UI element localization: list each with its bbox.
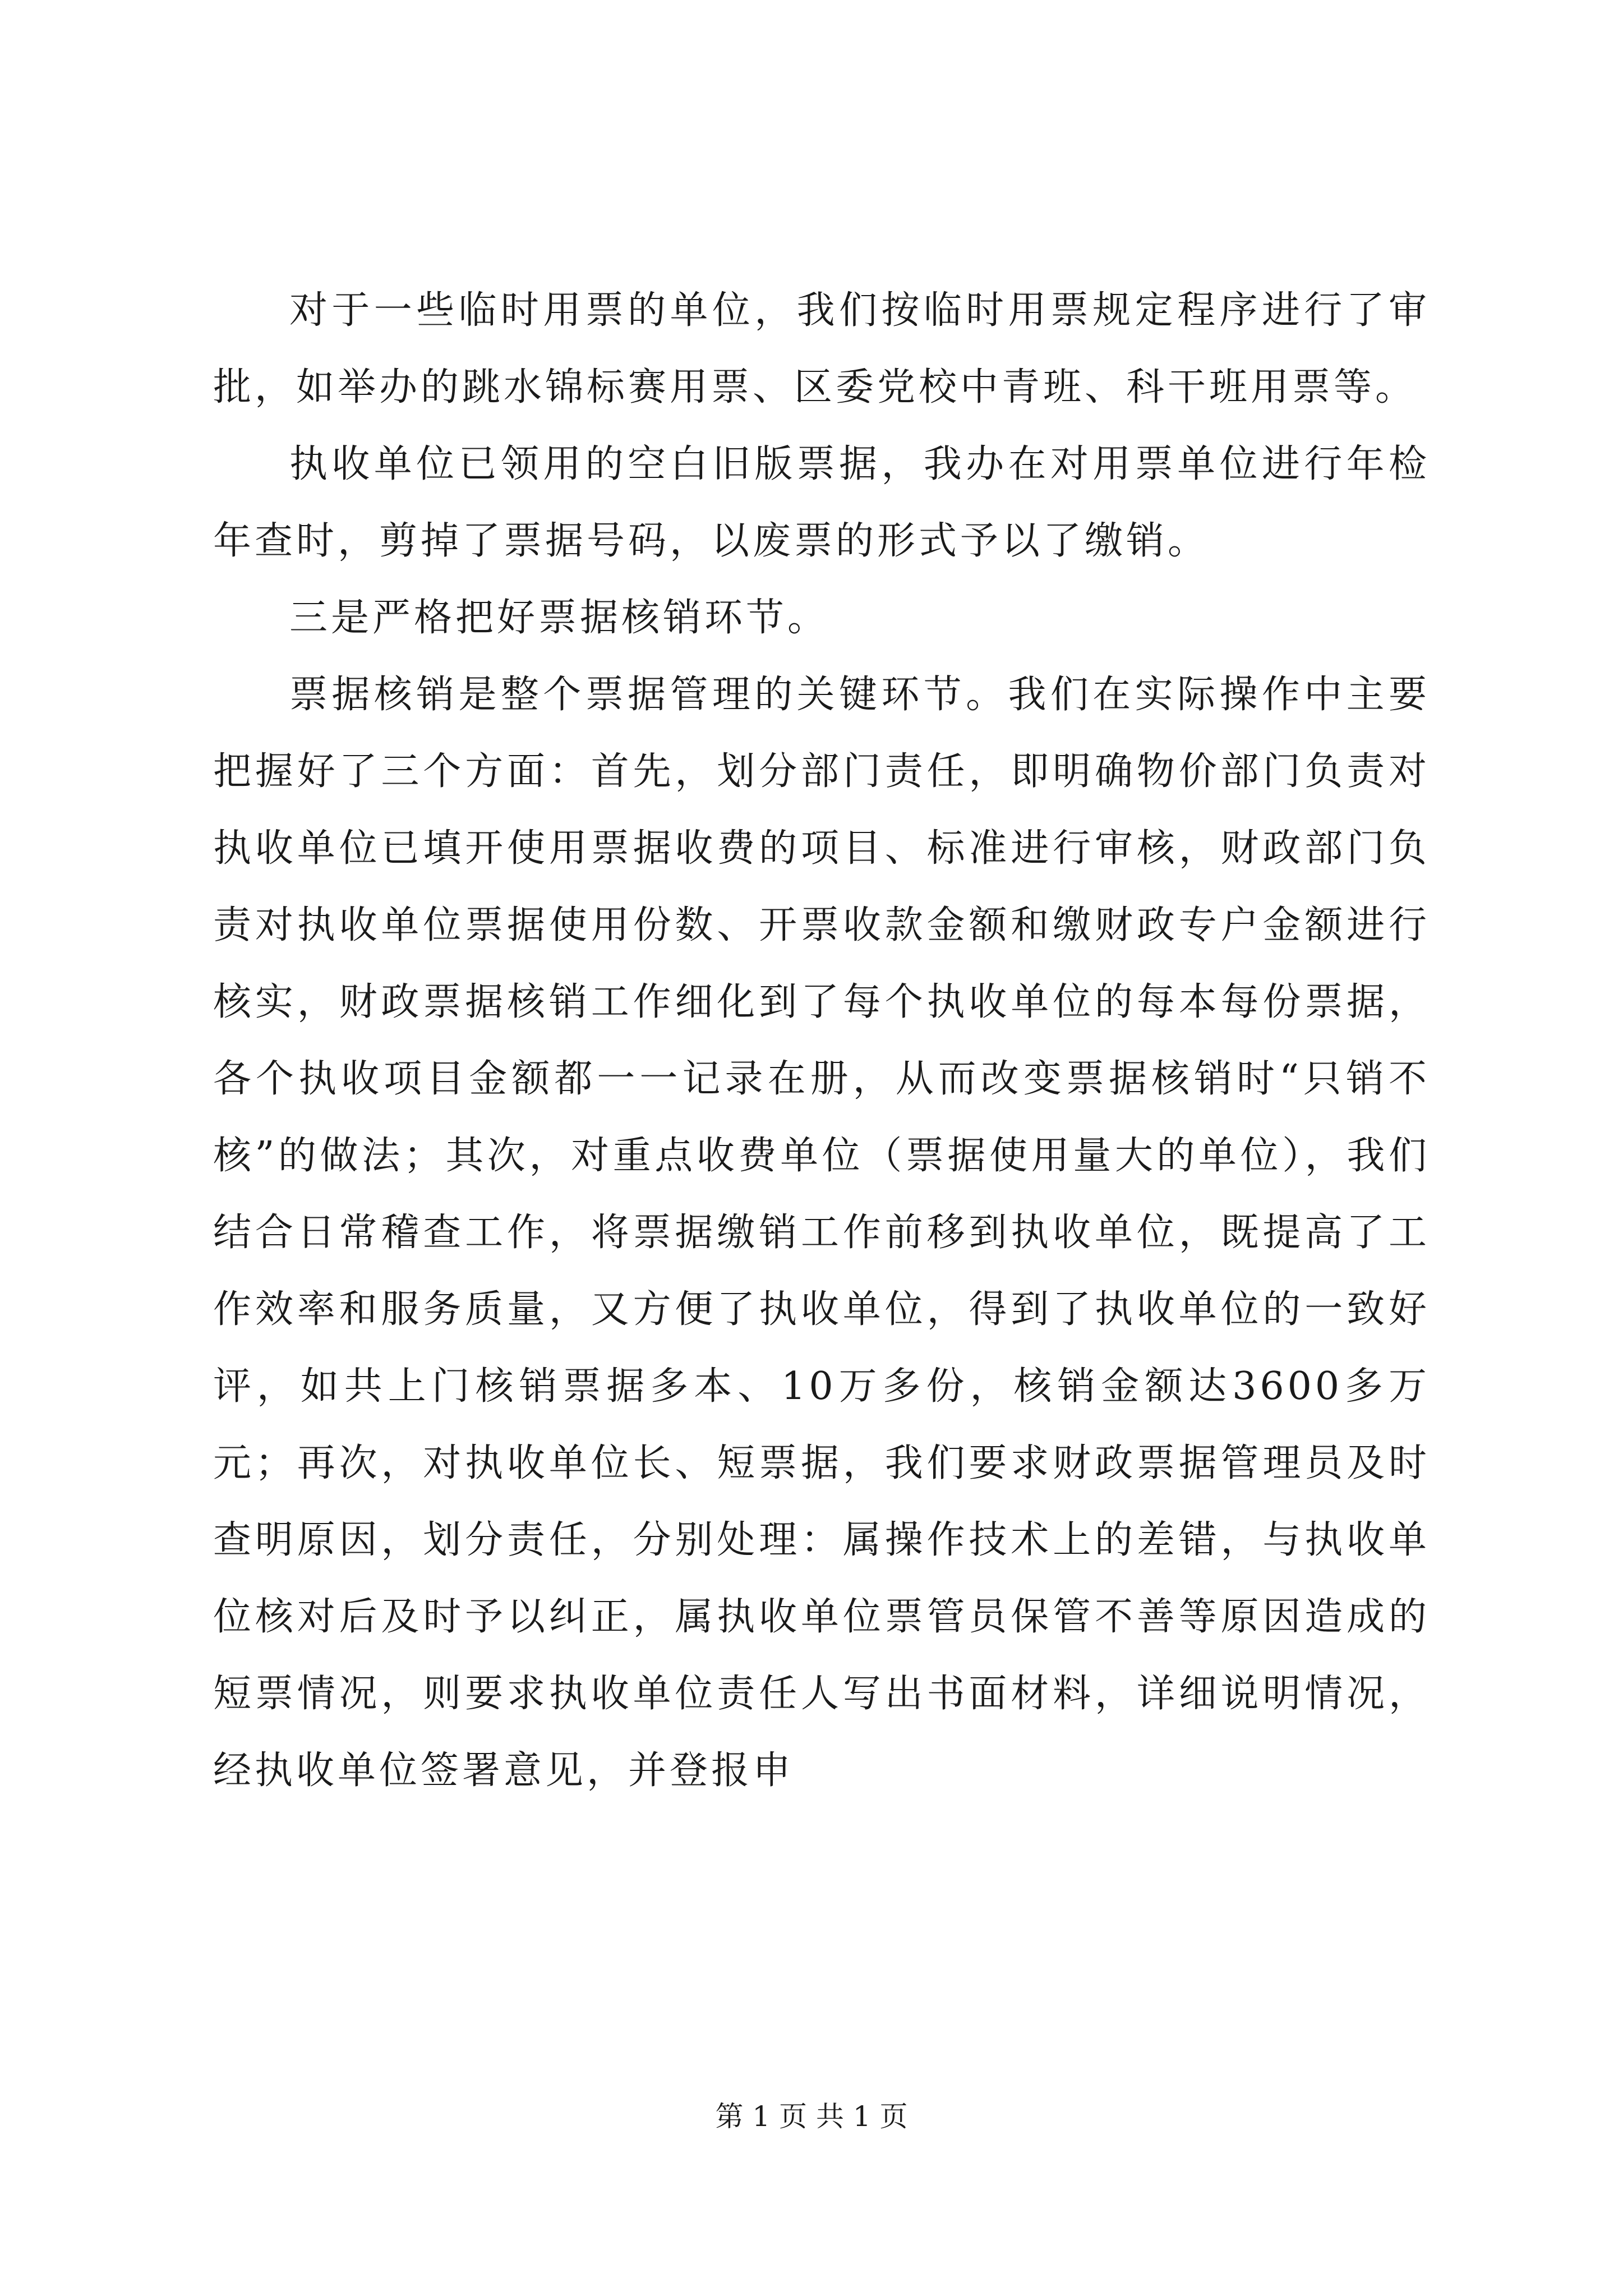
paragraph-section-heading: 三是严格把好票据核销环节。 (289, 596, 829, 640)
page-footer: 第 1 页 共 1 页 (715, 2100, 908, 2133)
paragraph-ticket-verification: 票据核销是整个票据管理的关键环节。我们在实际操作中主要把握好了三个方面：首先，划分部门责任，即明确物价部门负责对执收单位已填开使用票据收费的项目、标准进行审核，财政部门负责对执收单位票据使用份数、开票收款金额和缴财政专户金额进行核实，财政票据核销工作细化到了每个执收单位的每本每份票据，各个执收项目金额都一一记录在册，从而改变票据核销时“只销不核”的做法；其次，对重点收费单位（票据使用量大的单位），我们结合日常稽查工作，将票据缴销工作前移到执收单位，既提高了工作效率和服务质量，又方便了执收单位，得到了执收单位的一致好评，如共上门核销票据多本、10万多份，核销金额达3600多万元；再次，对执收单位长、短票据，我们要求财政票据管理员及时查明原因，划分责任，分别处理：属操作技术上的差错，与执收单位核对后及时予以纠正，属执收单位票管员保管不善等原因造成的短票情况，则要求执收单位责任人写出书面材料，详细说明情况，经执收单位签署意见，并登报申 (213, 673, 1430, 1793)
paragraph-old-blank-tickets: 执收单位已领用的空白旧版票据，我办在对用票单位进行年检年查时，剪掉了票据号码，以废票的形式予以了缴销。 (213, 442, 1430, 563)
paragraph-temporary-tickets: 对于一些临时用票的单位，我们按临时用票规定程序进行了审批，如举办的跳水锦标赛用票、区委党校中青班、科干班用票等。 (213, 288, 1430, 409)
document-body (213, 272, 1430, 1809)
